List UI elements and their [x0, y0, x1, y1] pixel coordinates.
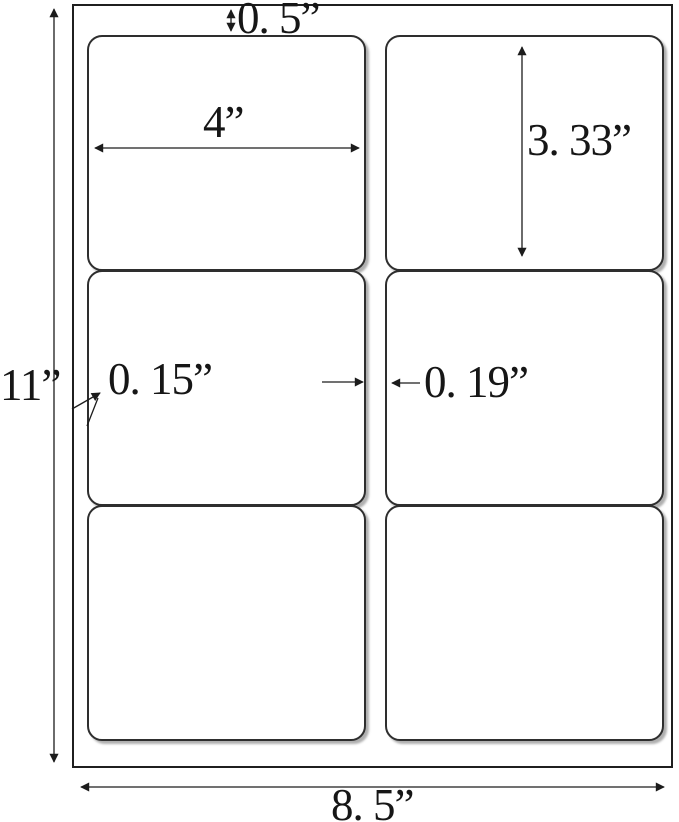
dimension-label-side-margin: 0. 15”	[108, 354, 212, 404]
dimension-label-page-width: 8. 5”	[331, 780, 414, 822]
label-cell-r3c2	[385, 505, 664, 741]
dimension-label-top-margin: 0. 5”	[237, 0, 320, 43]
dimension-label-column-gap: 0. 19”	[424, 357, 528, 407]
label-cell-r1c1	[87, 35, 366, 271]
dimension-label-page-height: 11”	[0, 360, 61, 410]
dimension-label-label-height: 3. 33”	[527, 115, 631, 165]
label-cell-r3c1	[87, 505, 366, 741]
dimension-label-label-width: 4”	[203, 97, 244, 147]
